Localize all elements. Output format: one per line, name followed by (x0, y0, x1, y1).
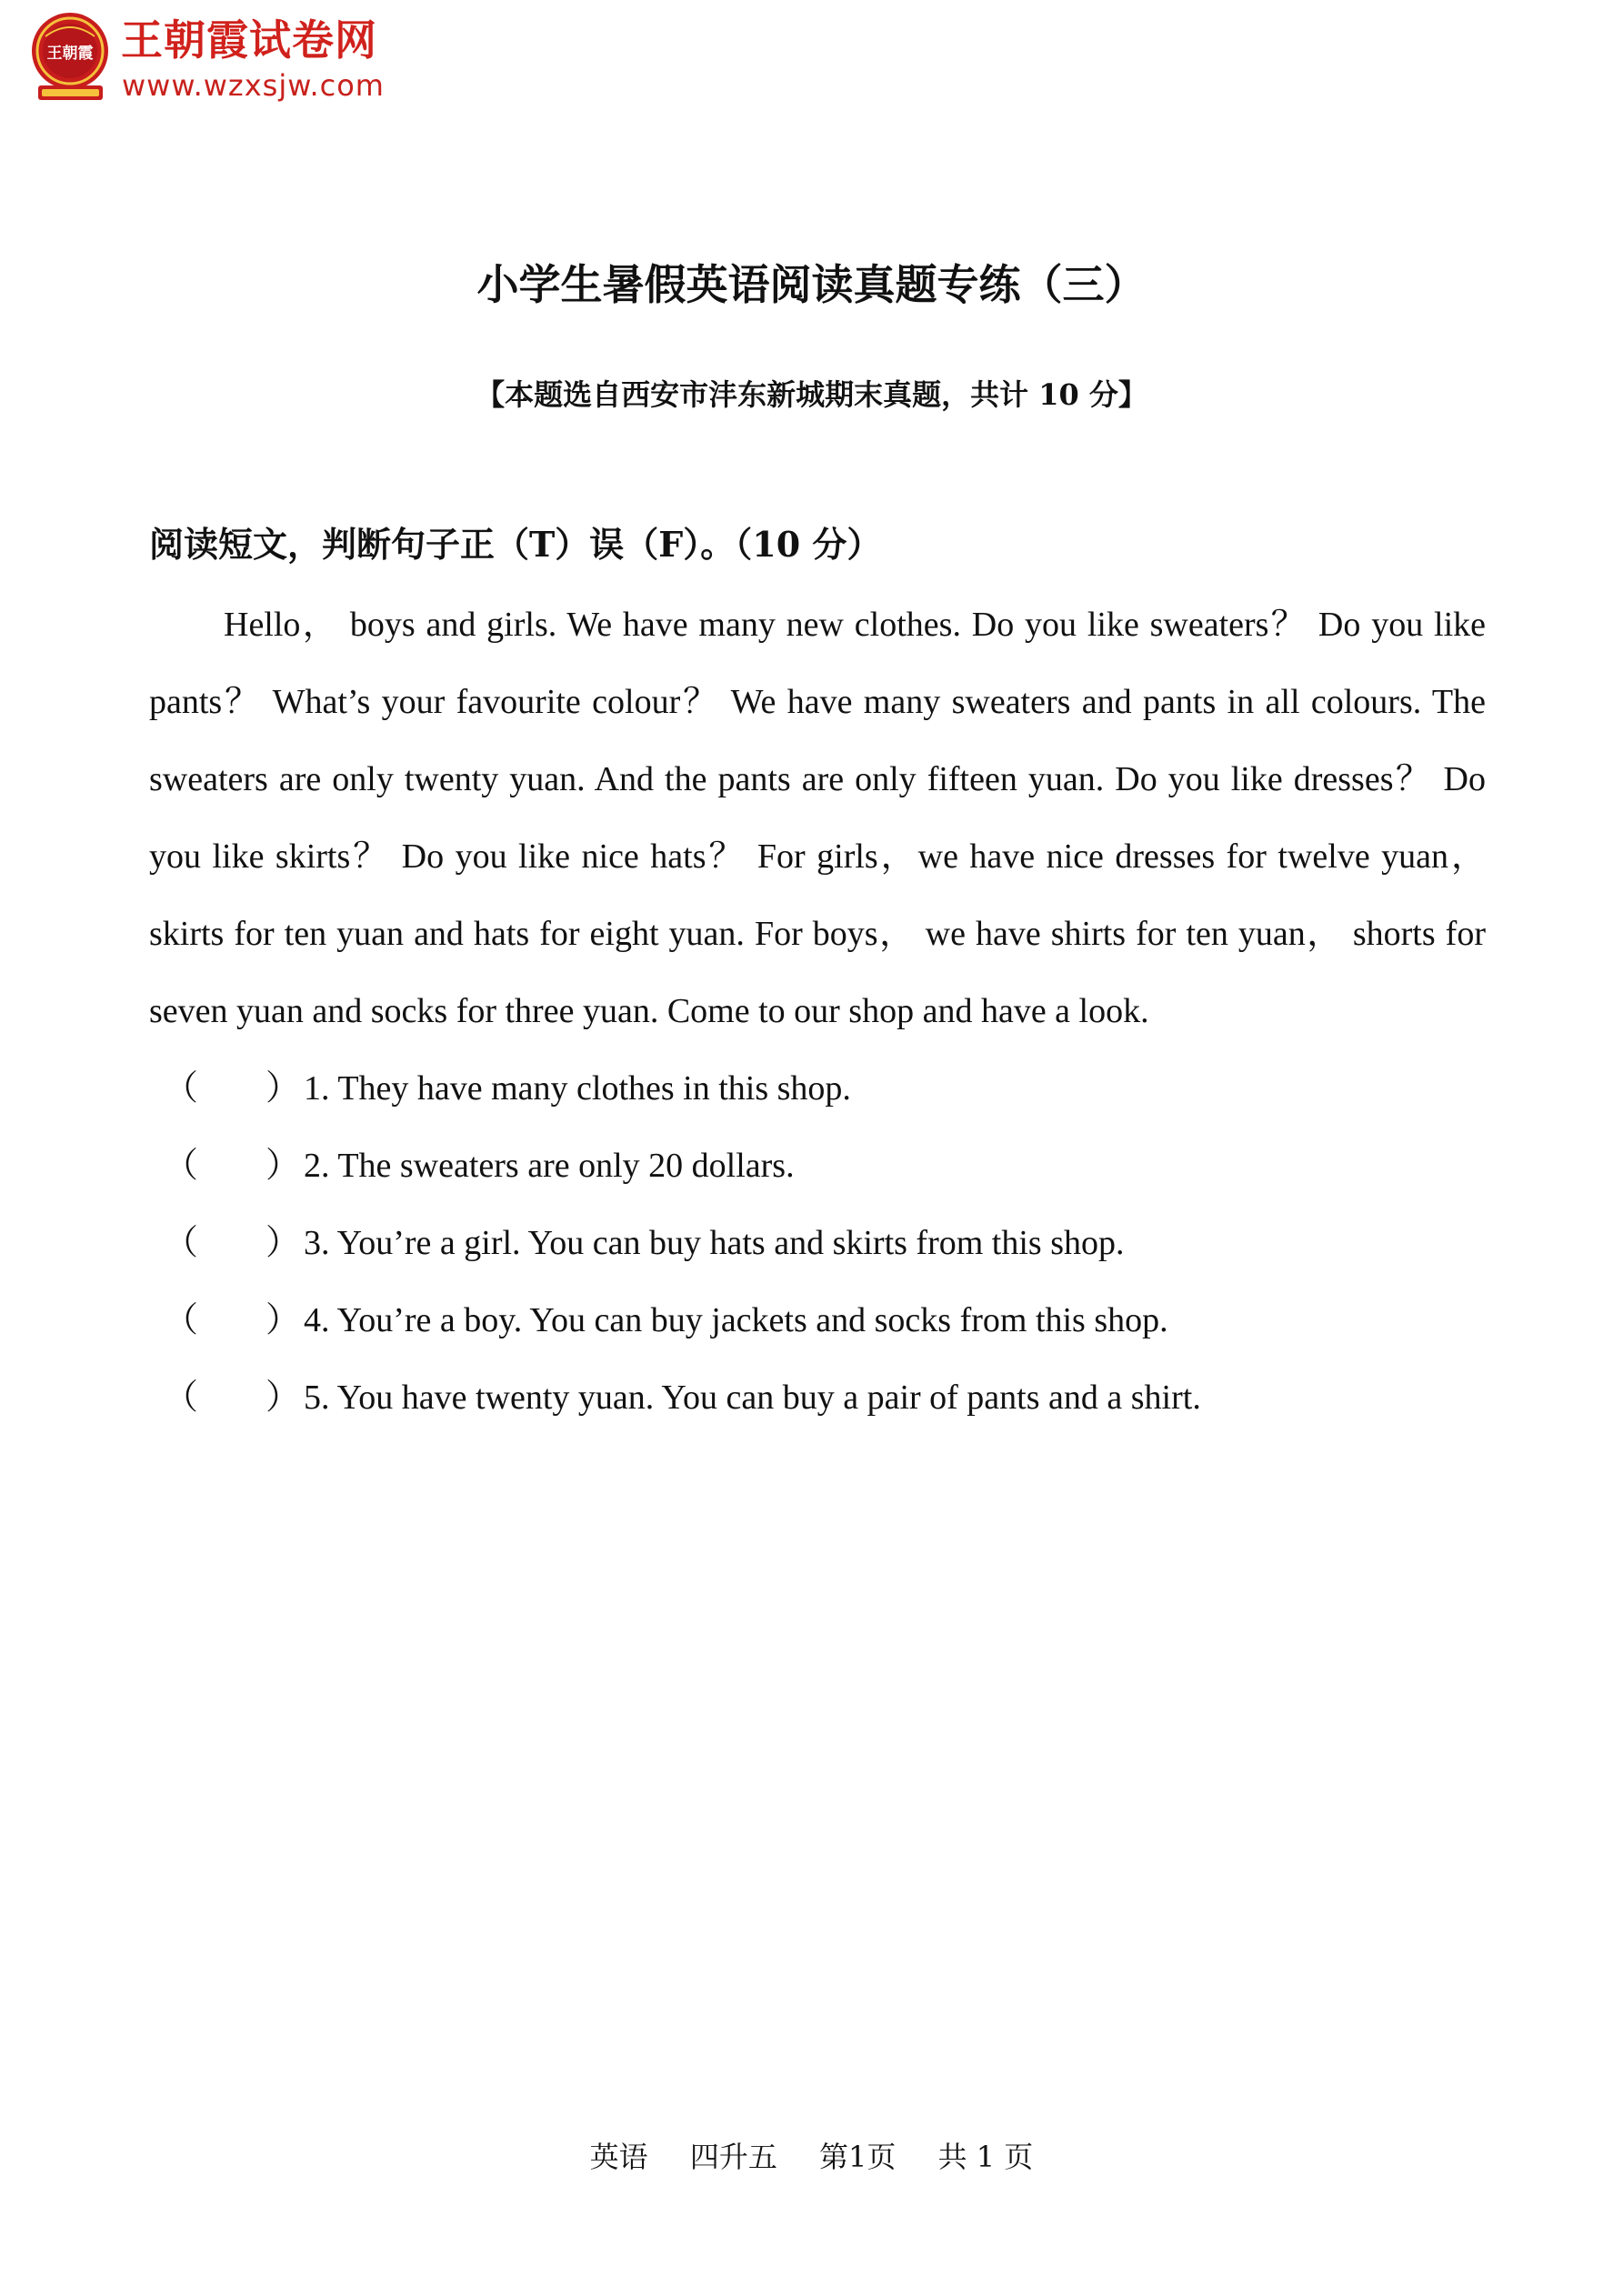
answer-blank-open: （ (164, 1069, 199, 1108)
brand-name: 王朝霞试卷网 (121, 15, 377, 65)
footer-subject: 英语 (589, 2140, 648, 2174)
question-text: 4. You’re a boy. You can buy jackets and socks from this shop. (304, 1301, 1168, 1339)
question-text: 5. You have twenty yuan. You can buy a pair of pants and a shirt. (304, 1379, 1201, 1417)
question-text: 3. You’re a girl. You can buy hats and skirts from this shop. (304, 1224, 1125, 1262)
svg-text:王朝霞: 王朝霞 (46, 45, 94, 63)
footer-grade: 四升五 (689, 2140, 777, 2174)
question-item (149, 1050, 1486, 1128)
answer-blank-open: （ (164, 1224, 199, 1262)
footer-page-number: 第1页 (819, 2140, 897, 2174)
page-subtitle: 【本题选自西安市沣东新城期末真题，共计 10 分】 (476, 377, 1147, 412)
answer-blank-open: （ (164, 1147, 199, 1185)
answer-blank-close: ） (265, 1379, 301, 1417)
site-logo (27, 9, 409, 109)
exercise-instruction: 阅读短文，判断句子正（T）误（F）。（10 分） (149, 524, 882, 565)
question-item (149, 1128, 1486, 1205)
answer-blank-open: （ (164, 1301, 199, 1339)
exercise-content (149, 512, 1486, 1437)
question-item (149, 1359, 1486, 1437)
page-title: 小学生暑假英语阅读真题专练（三） (476, 260, 1147, 309)
page-footer (0, 2137, 1623, 2177)
seal-icon (27, 9, 114, 105)
answer-blank-close: ） (265, 1147, 301, 1185)
answer-blank-close: ） (265, 1301, 301, 1339)
question-list (149, 1050, 1486, 1437)
reading-passage: Hello， boys and girls. We have many new clothes. Do you like sweaters？ Do you like pants？ What’s your favourite colour？ We have many sweaters and pants in all colours. The sweaters are only twenty yuan. And the pants are only fifteen yuan. Do you like dresses？ Do you like skirts？ Do you like nice hats？ For girls，we have nice dresses for twelve yuan， skirts for ten yuan and hats for eight yuan. For boys， we have shirts for ten yuan， shorts for seven yuan and socks for three yuan. Come to our shop and have a look. (149, 606, 1486, 1030)
question-item (149, 1282, 1486, 1359)
question-text: 1. They have many clothes in this shop. (304, 1069, 851, 1108)
answer-blank-close: ） (265, 1069, 301, 1108)
answer-blank-open: （ (164, 1379, 199, 1417)
footer-total-pages: 共 1 页 (937, 2140, 1034, 2174)
answer-blank-close: ） (265, 1224, 301, 1262)
question-item (149, 1205, 1486, 1282)
question-text: 2. The sweaters are only 20 dollars. (304, 1147, 795, 1185)
site-url: www.wzxsjw.com (122, 68, 385, 103)
